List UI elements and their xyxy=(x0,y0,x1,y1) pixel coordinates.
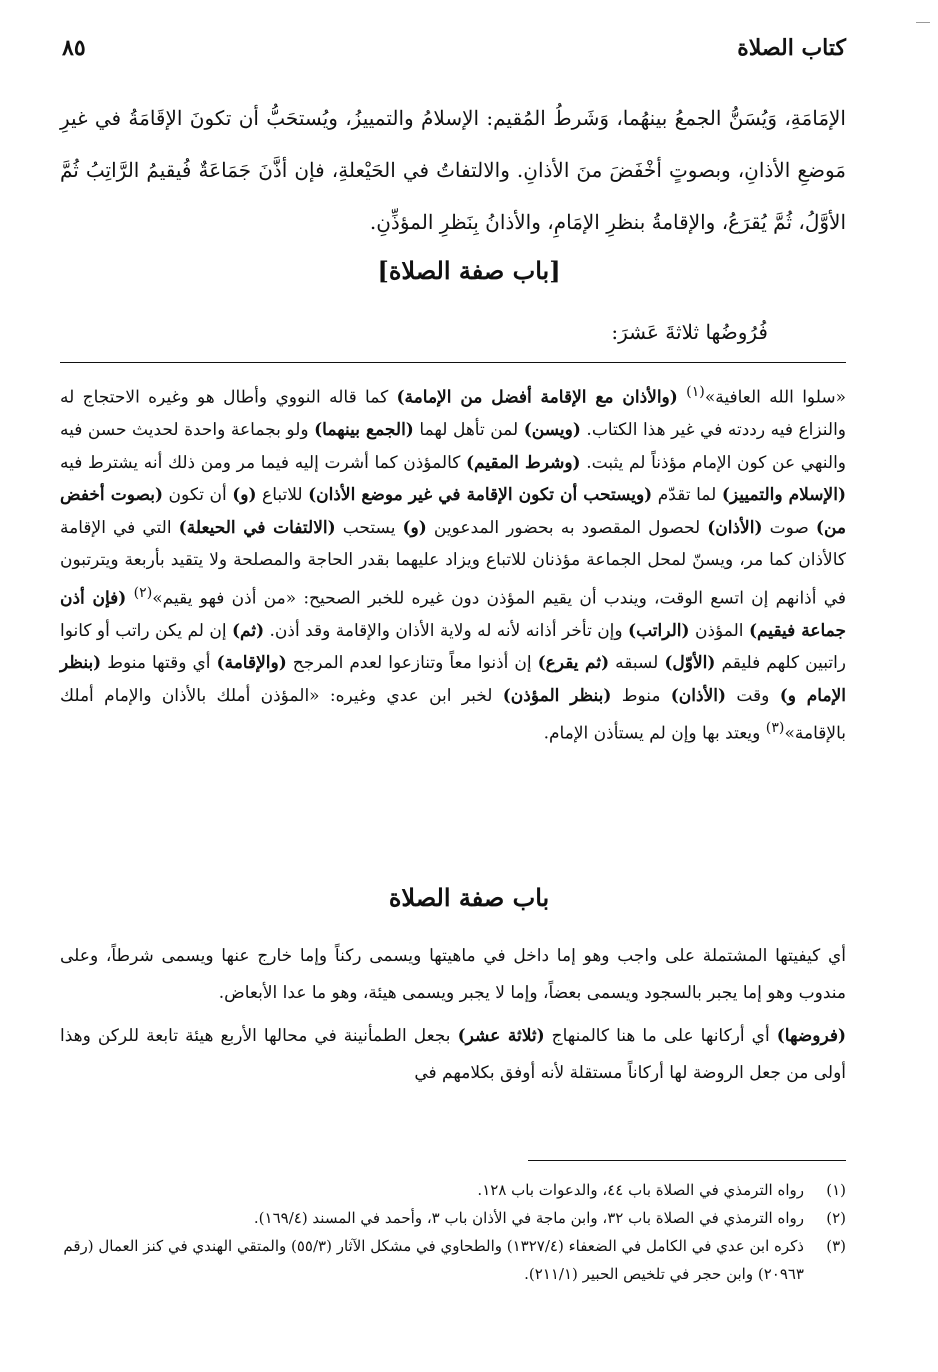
footnotes xyxy=(60,1176,846,1288)
sharh-text: أي وقتها منوط xyxy=(101,653,217,674)
matn-quote: (ثم) xyxy=(231,620,265,641)
matn-quote: (فإن أذن جماعة فيقيم) xyxy=(60,588,846,641)
sharh-text: «سلوا الله العافية» xyxy=(704,387,846,408)
sharh-text: أن تكون xyxy=(163,485,233,506)
matn-quote: (الأذان) xyxy=(707,517,763,538)
matn-line: فُرُوضُها ثلاثةَ عَشرَ: xyxy=(611,320,768,344)
sharh-text: ولو بجماعة واحدة لحديث حسن فيه والنهي عن كون الإمام مؤذناً لم يثبت. xyxy=(60,420,847,473)
matn-quote: (بصوت أخفض من) xyxy=(60,485,846,538)
sharh-text: للاتباع xyxy=(256,485,309,506)
matn-quote: (و) xyxy=(402,517,427,538)
matn-quote: (الأذان) xyxy=(670,685,727,706)
sharh-text: كما قاله النووي وأطال هو وغيره الاحتجاج له والنزاع فيه رددته في غير هذا الكتاب. xyxy=(60,387,847,441)
footnote-number: (٢) xyxy=(826,1209,846,1227)
sharh-text: إن أذنوا معاً وتنازعوا لعدم المرجح xyxy=(286,653,538,674)
matn-quote: (الالتفات في الحيعلة) xyxy=(178,517,336,538)
footnote-text: ذكره ابن عدي في الكامل في الضعفاء (١٣٢٧/٤) والطحاوي في مشكل الآثار (٥٥/٣) والمتقي الهندي في كنز العمال (رقم ٢٠٩٦٣) وابن حجر في تلخيص الحبير (٢١١/١). xyxy=(63,1237,804,1283)
matn-quote: (الجمع بينهما) xyxy=(314,420,414,441)
section-heading-bracket: [باب صفة الصلاة] xyxy=(377,256,561,285)
footnote-number: (١) xyxy=(826,1181,846,1199)
sharh-text xyxy=(678,388,686,408)
commentary-paragraph-2 xyxy=(60,1018,846,1092)
footnote-divider xyxy=(528,1160,846,1161)
commentary-paragraph-1: أي كيفيتها المشتملة على واجب وهو إما داخل في ماهيتها ويسمى ركناً وإما خارج عنها ويسمى شرطاً، وعلى مندوب وهو إما يجبر بالسجود ويسمى بعضاً، وإما لا يجبر ويسمى هيئة، وهو ما عدا الأبعاض. xyxy=(60,946,846,1003)
page-number: ٨٥ xyxy=(62,35,86,61)
footnote-ref: (٣) xyxy=(765,720,785,737)
sharh-text: لخبر ابن عدي وغيره: «المؤذن أملك بالأذان والإمام أملك بالإقامة» xyxy=(60,685,846,744)
matn-quote: (والإقامة) xyxy=(216,653,287,674)
matn-quote: (والأذان مع الإقامة أفضل من الإمامة) xyxy=(396,387,678,408)
sharh-text: بجعل الطمأنينة في محالها الأربع هيئة تابعة للركن وهذا أولى من جعل الروضة لها أركاناً مستقلة لأنه أوفق بكلامهم في xyxy=(60,1026,846,1083)
sharh-text: كالمؤذن كما أشرت إليه فيما مر ومن ذلك أنه يشترط فيه xyxy=(60,452,466,473)
corner-mark xyxy=(916,22,930,23)
matn-top-paragraph: الإمَامَةِ، وَيُسَنُّ الجمعُ بينهُما، وَشَرطُ المُقيم: الإسلامُ والتمييزُ، ويُستحَبُّ أن تكونَ الإقَامَةُ في غيرِ مَوضعِ الأذانِ، وبصوتٍ أخْفَضَ منَ الأذانِ. والالتفاتُ في الحَيْعلةِ، فإن أذَّنَ جَمَاعَةٌ فُيقيمُ الرَّاتِبُ ثُمَّ الأوَّلُ، ثُمَّ يُقرَعُ، والإقامةُ بنظرِ الإمَامِ، والأذانُ بِنَظرِ المؤذِّنِ. xyxy=(60,106,846,234)
sharh-text: لسبقه xyxy=(609,653,665,674)
footnote-number: (٣) xyxy=(826,1237,846,1255)
matn-sharh-divider xyxy=(60,362,846,363)
footnote-text: رواه الترمذي في الصلاة باب ٣٢، وابن ماجة في الأذان باب ٣، وأحمد في المسند (١٦٩/٤). xyxy=(253,1209,804,1227)
matn-quote: (بنظر المؤذن) xyxy=(502,685,612,706)
sharh-text xyxy=(126,588,133,608)
footnote-ref: (٢) xyxy=(133,584,153,601)
matn-quote: (الراتب) xyxy=(628,620,690,641)
footnote xyxy=(60,1176,846,1204)
matn-quote: (الإسلام والتمييز) xyxy=(721,485,846,506)
sharh-text: منوط xyxy=(611,685,671,706)
matn-quote: (ويستحب أن تكون الإقامة في غير موضع الأذان) xyxy=(308,485,653,506)
matn-quote: (ثم يقرع) xyxy=(537,653,610,674)
sharh-text: لحصول المقصود به بحضور المدعوين xyxy=(426,517,708,538)
footnote xyxy=(60,1232,846,1288)
matn-quote: (ويسن) xyxy=(523,420,581,441)
sharh-text: وقت xyxy=(726,685,780,706)
footnote xyxy=(60,1204,846,1232)
sharh-text: المؤذن xyxy=(689,620,749,641)
sharh-paragraph xyxy=(60,376,846,750)
matn-quote: (فروضها) xyxy=(776,1026,846,1046)
footnote-text: رواه الترمذي في الصلاة باب ٤٤، والدعوات باب ١٢٨. xyxy=(477,1181,804,1199)
sharh-text: ويعتد بها وإن لم يستأذن الإمام. xyxy=(543,723,766,744)
matn-quote: (بنظر الإمام و) xyxy=(60,653,847,706)
matn-quote: (الأوّل) xyxy=(664,653,716,674)
sharh-text: يستحب xyxy=(335,517,403,538)
sharh-text: التي في الإقامة كالأذان كما مر، ويسنّ لمحل الجماعة مؤذنان للاتباع ويزاد عليهما بقدر الحاجة والمصلحة ولا يتقيد بأربعة ويترتبون في أذانهم إن اتسع الوقت، ويندب أن يقيم المؤذن دون غيره للخبر الصحيح: «من أذن فهو يقيم» xyxy=(60,517,847,609)
sharh-text: أي أركانها على ما هنا كالمنهاج xyxy=(544,1026,777,1046)
sharh-text: وإن تأخر أذانه لأنه له ولاية الأذان والإقامة وقد أذن. xyxy=(264,620,629,641)
running-title: كتاب الصلاة xyxy=(737,35,846,61)
matn-quote: (وشرط المقيم) xyxy=(466,452,581,473)
sharh-text: صوت xyxy=(762,517,816,538)
sharh-text: إن لم يكن راتب أو كانوا راتبين كلهم فليقم xyxy=(60,620,847,674)
matn-quote: (ثلاثة عشر) xyxy=(457,1026,545,1046)
chapter-heading: باب صفة الصلاة xyxy=(388,883,550,912)
sharh-text: لمن تأهل لهما xyxy=(413,420,524,441)
page-header xyxy=(62,28,846,68)
footnote-ref: (١) xyxy=(686,384,705,400)
matn-quote: (و) xyxy=(232,485,257,506)
chapter-commentary xyxy=(60,938,846,1092)
sharh-text: لما تقدّم xyxy=(652,485,722,506)
